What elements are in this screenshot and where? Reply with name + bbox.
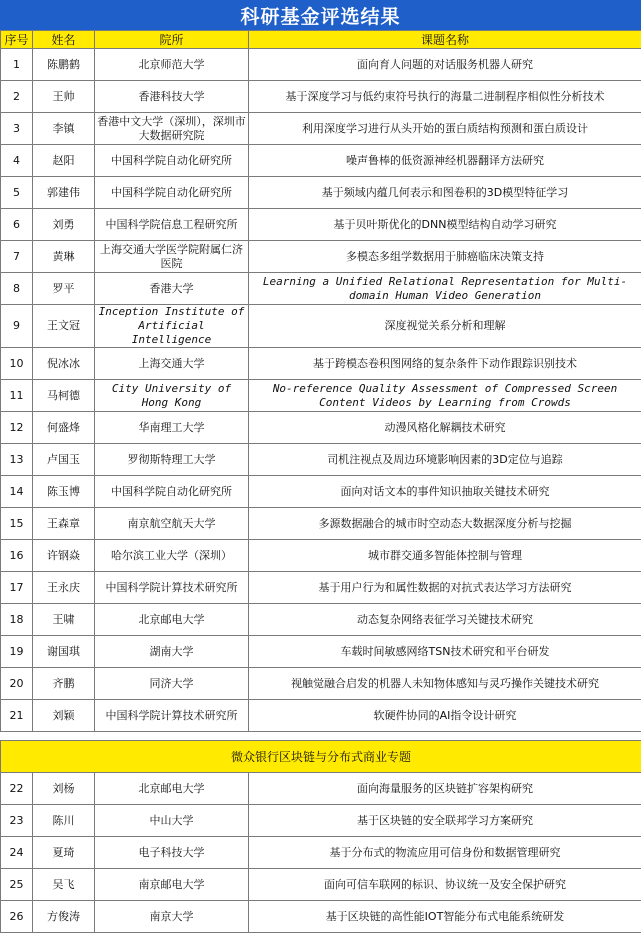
cell-name: 刘勇 — [33, 209, 95, 241]
cell-institute: 同济大学 — [95, 668, 249, 700]
table-row — [1, 209, 641, 241]
cell-topic: 面向海量服务的区块链扩容架构研究 — [249, 773, 641, 805]
cell-topic: 深度视觉关系分析和理解 — [249, 305, 641, 348]
cell-name: 刘颖 — [33, 700, 95, 732]
cell-index: 20 — [1, 668, 33, 700]
cell-index: 12 — [1, 412, 33, 444]
table-row — [1, 348, 641, 380]
table-row — [1, 572, 641, 604]
cell-topic: 基于分布式的物流应用可信身份和数据管理研究 — [249, 837, 641, 869]
cell-institute: 中国科学院自动化研究所 — [95, 476, 249, 508]
cell-institute: 南京大学 — [95, 901, 249, 933]
cell-topic: 基于用户行为和属性数据的对抗式表达学习方法研究 — [249, 572, 641, 604]
table-row — [1, 869, 641, 901]
cell-topic: 动态复杂网络表征学习关键技术研究 — [249, 604, 641, 636]
cell-topic: 视触觉融合启发的机器人未知物体感知与灵巧操作关键技术研究 — [249, 668, 641, 700]
section-title: 微众银行区块链与分布式商业专题 — [1, 741, 641, 773]
cell-index: 14 — [1, 476, 33, 508]
cell-institute: 哈尔滨工业大学（深圳） — [95, 540, 249, 572]
cell-index: 7 — [1, 241, 33, 273]
table-row — [1, 837, 641, 869]
cell-name: 王文冠 — [33, 305, 95, 348]
cell-topic: 基于频域内蕴几何表示和图卷积的3D模型特征学习 — [249, 177, 641, 209]
cell-index: 23 — [1, 805, 33, 837]
cell-index: 1 — [1, 49, 33, 81]
page-title: 科研基金评选结果 — [0, 0, 641, 30]
cell-institute: 中国科学院自动化研究所 — [95, 145, 249, 177]
cell-index: 6 — [1, 209, 33, 241]
header-index: 序号 — [1, 31, 33, 49]
cell-institute: 中国科学院计算技术研究所 — [95, 700, 249, 732]
cell-name: 卢国玉 — [33, 444, 95, 476]
table-row — [1, 305, 641, 348]
cell-name: 许钢焱 — [33, 540, 95, 572]
cell-topic: 司机注视点及周边环境影响因素的3D定位与追踪 — [249, 444, 641, 476]
cell-institute: 香港大学 — [95, 273, 249, 305]
table-row — [1, 273, 641, 305]
cell-topic: 面向可信车联网的标识、协议统一及安全保护研究 — [249, 869, 641, 901]
cell-institute: 南京航空航天大学 — [95, 508, 249, 540]
cell-institute: 中国科学院自动化研究所 — [95, 177, 249, 209]
cell-name: 吴飞 — [33, 869, 95, 901]
cell-institute: 南京邮电大学 — [95, 869, 249, 901]
cell-index: 21 — [1, 700, 33, 732]
cell-institute: 电子科技大学 — [95, 837, 249, 869]
cell-topic: 基于区块链的安全联邦学习方案研究 — [249, 805, 641, 837]
cell-topic: 动漫风格化解耦技术研究 — [249, 412, 641, 444]
cell-name: 刘杨 — [33, 773, 95, 805]
header-institute: 院所 — [95, 31, 249, 49]
section-spacer — [1, 732, 641, 741]
cell-name: 夏琦 — [33, 837, 95, 869]
table-row — [1, 700, 641, 732]
cell-name: 陈鹏鹤 — [33, 49, 95, 81]
cell-index: 25 — [1, 869, 33, 901]
cell-topic: 车载时间敏感网络TSN技术研究和平台研发 — [249, 636, 641, 668]
table-row — [1, 476, 641, 508]
table-row — [1, 604, 641, 636]
cell-name: 王帅 — [33, 81, 95, 113]
cell-index: 16 — [1, 540, 33, 572]
table-row — [1, 380, 641, 412]
table-row — [1, 81, 641, 113]
cell-name: 李镇 — [33, 113, 95, 145]
cell-name: 马柯德 — [33, 380, 95, 412]
table-row — [1, 668, 641, 700]
header-topic: 课题名称 — [249, 31, 641, 49]
cell-index: 18 — [1, 604, 33, 636]
cell-index: 13 — [1, 444, 33, 476]
section-header-row — [1, 741, 641, 773]
cell-name: 谢国琪 — [33, 636, 95, 668]
table-row — [1, 145, 641, 177]
table-row — [1, 113, 641, 145]
cell-topic: 多模态多组学数据用于肺癌临床决策支持 — [249, 241, 641, 273]
cell-name: 王啸 — [33, 604, 95, 636]
cell-institute: 北京师范大学 — [95, 49, 249, 81]
results-table — [0, 30, 641, 933]
table-row — [1, 508, 641, 540]
table-row — [1, 805, 641, 837]
cell-name: 王永庆 — [33, 572, 95, 604]
cell-name: 何盛烽 — [33, 412, 95, 444]
cell-institute: 中国科学院计算技术研究所 — [95, 572, 249, 604]
cell-institute: Inception Institute of Artificial Intelligence — [95, 305, 249, 348]
cell-institute: 华南理工大学 — [95, 412, 249, 444]
cell-index: 26 — [1, 901, 33, 933]
cell-name: 陈玉博 — [33, 476, 95, 508]
cell-institute: 上海交通大学医学院附属仁济医院 — [95, 241, 249, 273]
cell-name: 倪冰冰 — [33, 348, 95, 380]
cell-topic: 软硬件协同的AI指令设计研究 — [249, 700, 641, 732]
spacer-cell — [1, 732, 641, 741]
cell-institute: 上海交通大学 — [95, 348, 249, 380]
cell-institute: 香港中文大学（深圳），深圳市大数据研究院 — [95, 113, 249, 145]
cell-index: 10 — [1, 348, 33, 380]
cell-institute: 北京邮电大学 — [95, 773, 249, 805]
cell-topic: 面向育人问题的对话服务机器人研究 — [249, 49, 641, 81]
cell-institute: 罗彻斯特理工大学 — [95, 444, 249, 476]
cell-topic: Learning a Unified Relational Representation for Multi-domain Human Video Generation — [249, 273, 641, 305]
cell-index: 4 — [1, 145, 33, 177]
cell-name: 罗平 — [33, 273, 95, 305]
table-row — [1, 412, 641, 444]
cell-index: 15 — [1, 508, 33, 540]
table-row — [1, 444, 641, 476]
cell-topic: 城市群交通多智能体控制与管理 — [249, 540, 641, 572]
cell-name: 王森章 — [33, 508, 95, 540]
cell-name: 方俊涛 — [33, 901, 95, 933]
main-rows — [1, 49, 641, 933]
cell-topic: 基于深度学习与低约束符号执行的海量二进制程序相似性分析技术 — [249, 81, 641, 113]
table-row — [1, 177, 641, 209]
table-row — [1, 540, 641, 572]
table-header-row — [1, 31, 641, 49]
cell-name: 郭建伟 — [33, 177, 95, 209]
cell-name: 齐鹏 — [33, 668, 95, 700]
cell-index: 22 — [1, 773, 33, 805]
cell-index: 2 — [1, 81, 33, 113]
table-row — [1, 773, 641, 805]
cell-institute: 香港科技大学 — [95, 81, 249, 113]
cell-institute: 北京邮电大学 — [95, 604, 249, 636]
cell-index: 11 — [1, 380, 33, 412]
cell-topic: No-reference Quality Assessment of Compressed Screen Content Videos by Learning from Crowds — [249, 380, 641, 412]
cell-name: 陈川 — [33, 805, 95, 837]
cell-institute: 湖南大学 — [95, 636, 249, 668]
cell-topic: 面向对话文本的事件知识抽取关键技术研究 — [249, 476, 641, 508]
cell-topic: 基于区块链的高性能IOT智能分布式电能系统研发 — [249, 901, 641, 933]
cell-name: 黄琳 — [33, 241, 95, 273]
cell-institute: 中山大学 — [95, 805, 249, 837]
table-row — [1, 241, 641, 273]
cell-index: 17 — [1, 572, 33, 604]
header-name: 姓名 — [33, 31, 95, 49]
cell-topic: 基于贝叶斯优化的DNN模型结构自动学习研究 — [249, 209, 641, 241]
cell-institute: 中国科学院信息工程研究所 — [95, 209, 249, 241]
table-row — [1, 901, 641, 933]
cell-index: 3 — [1, 113, 33, 145]
cell-index: 19 — [1, 636, 33, 668]
cell-name: 赵阳 — [33, 145, 95, 177]
cell-topic: 多源数据融合的城市时空动态大数据深度分析与挖掘 — [249, 508, 641, 540]
cell-index: 9 — [1, 305, 33, 348]
cell-topic: 噪声鲁棒的低资源神经机器翻译方法研究 — [249, 145, 641, 177]
table-row — [1, 636, 641, 668]
cell-index: 5 — [1, 177, 33, 209]
cell-institute: City University of Hong Kong — [95, 380, 249, 412]
cell-topic: 基于跨模态卷积图网络的复杂条件下动作跟踪识别技术 — [249, 348, 641, 380]
cell-index: 24 — [1, 837, 33, 869]
table-row — [1, 49, 641, 81]
cell-topic: 利用深度学习进行从头开始的蛋白质结构预测和蛋白质设计 — [249, 113, 641, 145]
cell-index: 8 — [1, 273, 33, 305]
